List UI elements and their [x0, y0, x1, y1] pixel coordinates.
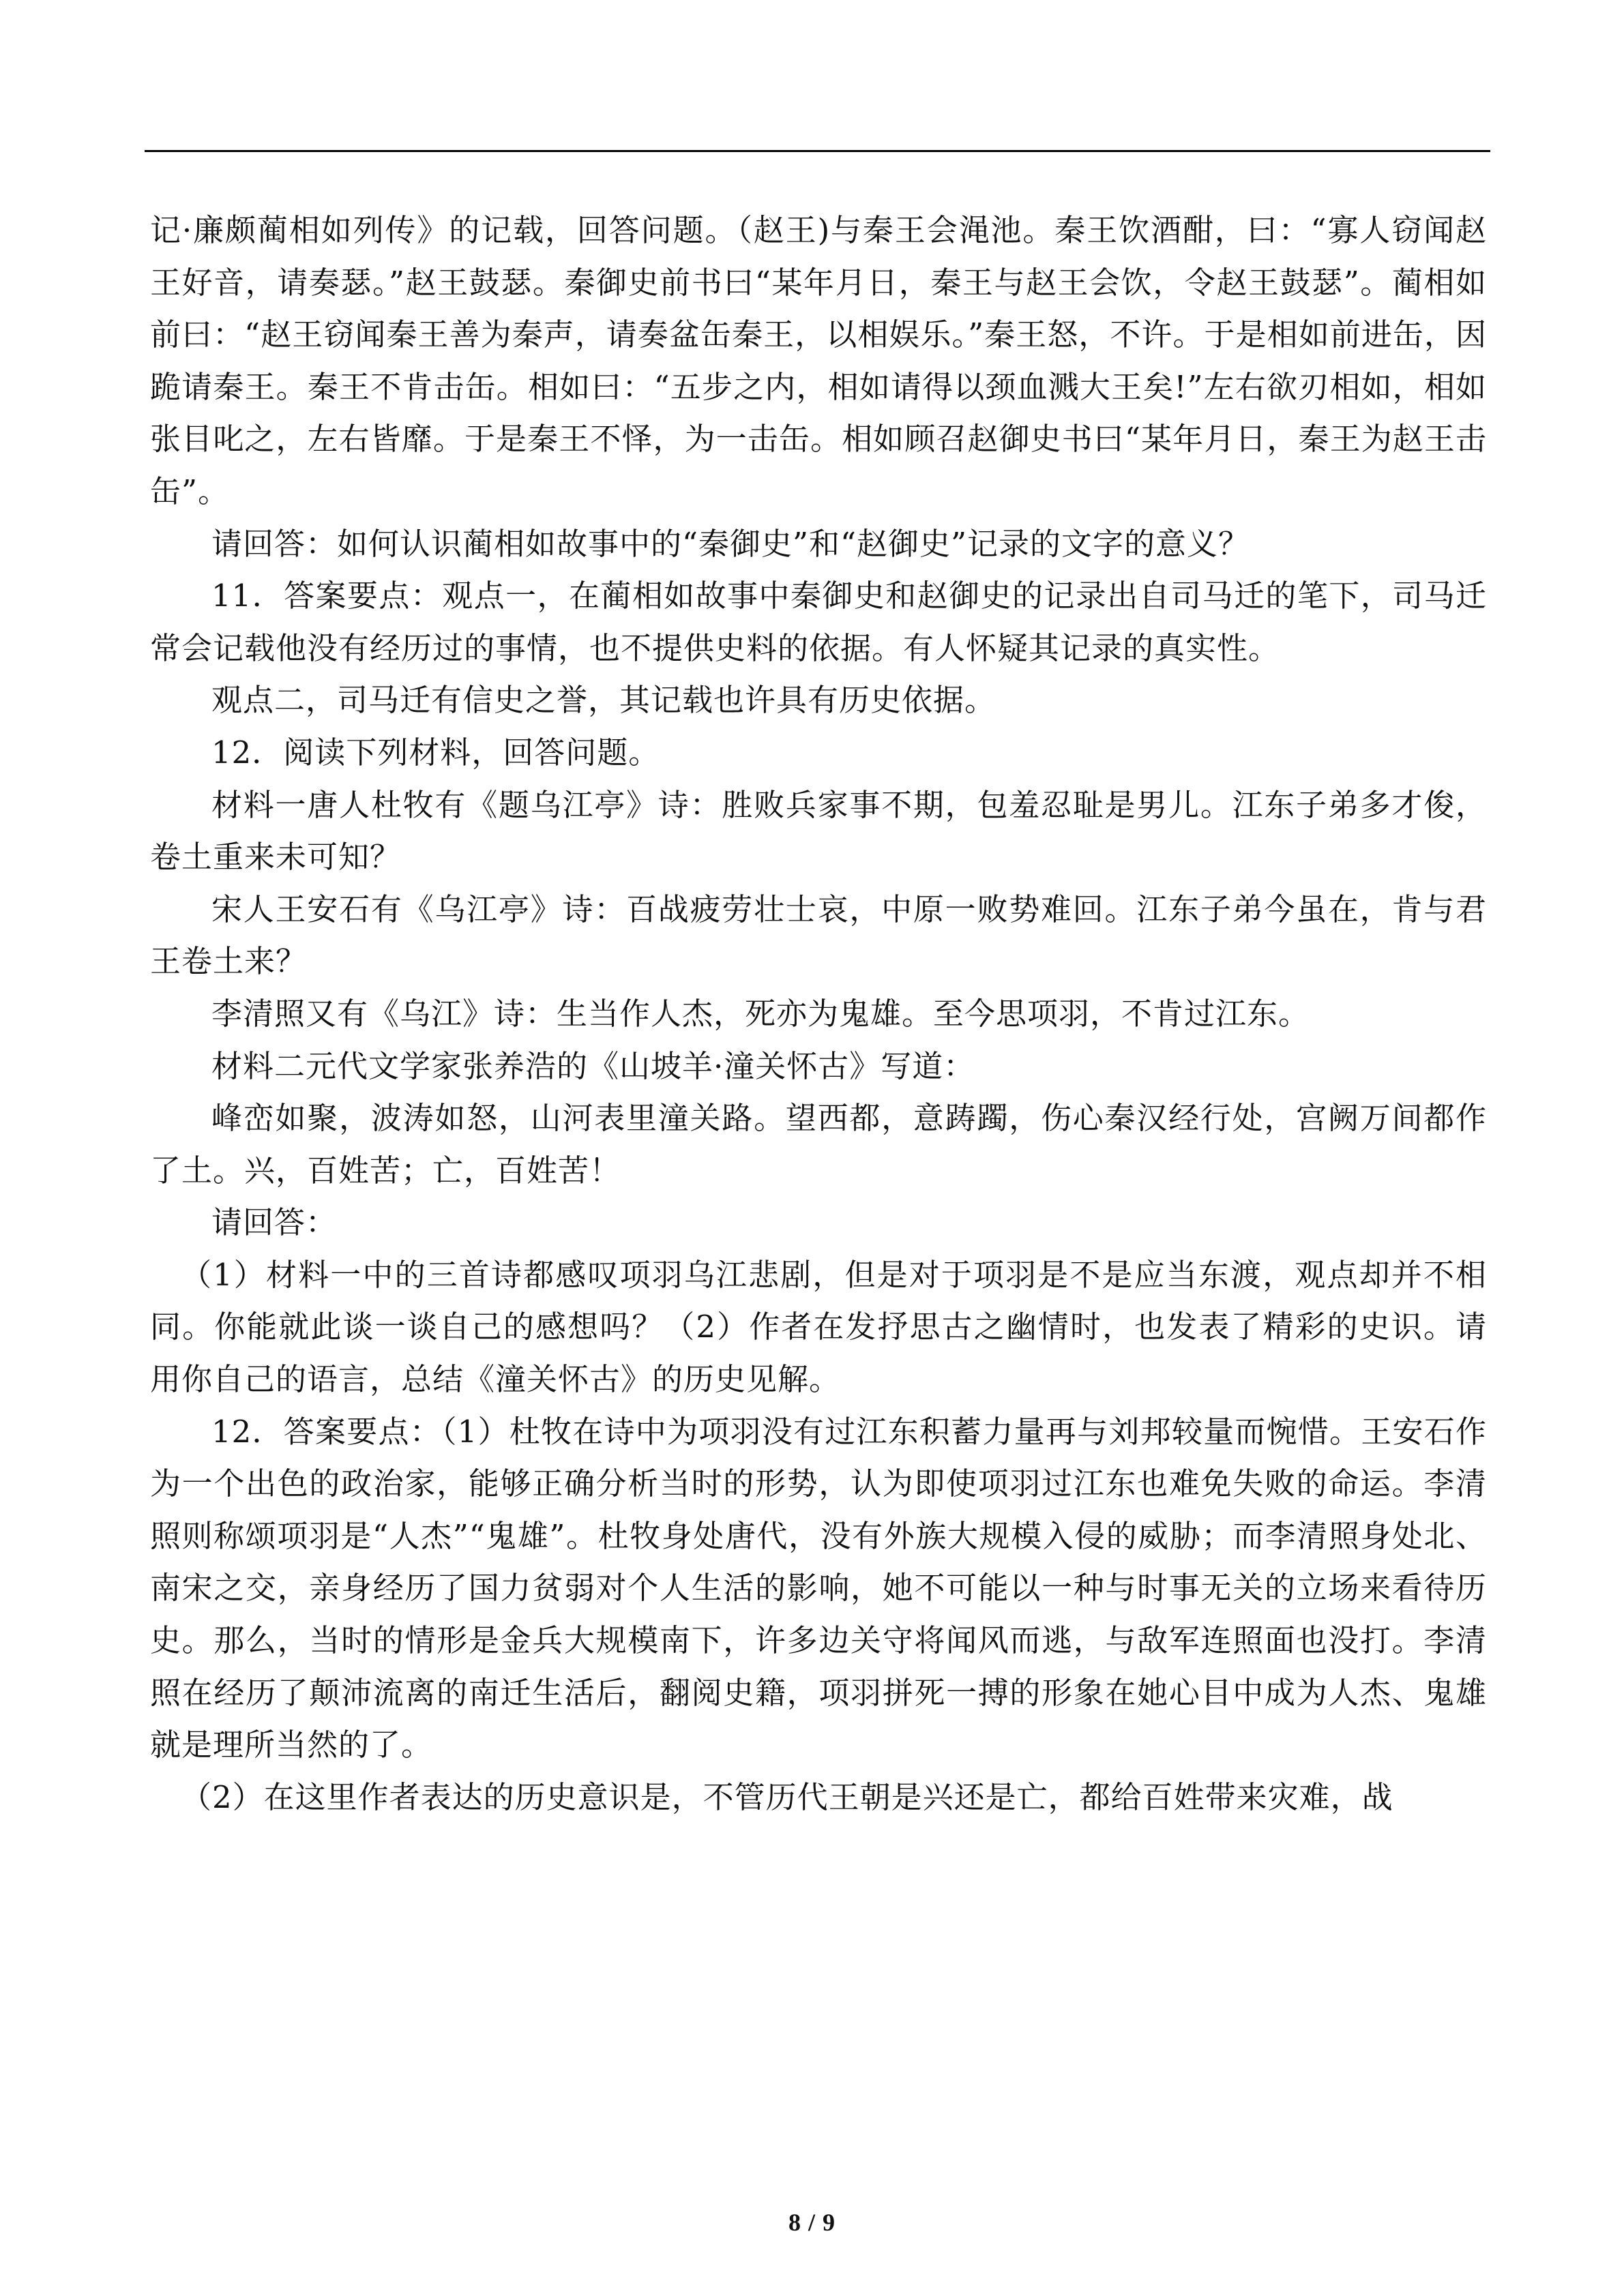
paragraph-question-12: 12．阅读下列材料，回答问题。	[211, 734, 660, 771]
header-rule	[145, 150, 1490, 152]
paragraph-material-2-intro: 材料二元代文学家张养浩的《山坡羊·潼关怀古》写道：	[211, 1047, 975, 1084]
paragraph-sub-questions: （1）材料一中的三首诗都感叹项羽乌江悲剧，但是对于项羽是不是应当东渡，观点却并不相同。你能就此谈一谈自己的感想吗？（2）作者在发抒思古之幽情时，也发表了精彩的史识。请用你自己的语言，总结《潼关怀古》的历史见解。	[150, 1256, 1487, 1398]
paragraph-answer-12-part-2: （2）在这里作者表达的历史意识是，不管历代王朝是兴还是亡，都给百姓带来灾难，战	[181, 1778, 1393, 1815]
paragraph-answer-11: 11．答案要点：观点一，在蔺相如故事中秦御史和赵御史的记录出自司马迁的笔下，司马迁常会记载他没有经历过的事情，也不提供史料的依据。有人怀疑其记录的真实性。	[150, 578, 1487, 666]
paragraph-material-1-liqingzhao: 李清照又有《乌江》诗：生当作人杰，死亦为鬼雄。至今思项羽，不肯过江东。	[211, 995, 1310, 1032]
paragraph-question-11: 请回答：如何认识蔺相如故事中的“秦御史”和“赵御史”记录的文字的意义？	[211, 525, 1250, 562]
paragraph-answer-12-part-1: 12．答案要点：（1）杜牧在诗中为项羽没有过江东积蓄力量再与刘邦较量而惋惜。王安石作为一个出色的政治家，能够正确分析当时的形势，认为即使项羽过江东也难免失败的命运。李清照则称颂项羽是“人杰”“鬼雄”。杜牧身处唐代，没有外族大规模入侵的威胁；而李清照身处北、南宋之交，亲身经历了国力贫弱对个人生活的影响，她不可能以一种与时事无关的立场来看待历史。那么，当时的情形是金兵大规模南下，许多边关守将闻风而逃，与敌军连照面也没打。李清照在经历了颠沛流离的南迁生活后，翻阅史籍，项羽拼死一搏的形象在她心目中成为人杰、鬼雄就是理所当然的了。	[150, 1413, 1487, 1763]
paragraph-please-answer: 请回答：	[211, 1204, 338, 1241]
page-number: 8 / 9	[788, 2209, 836, 2236]
paragraph-material-1-dumu: 材料一唐人杜牧有《题乌江亭》诗：胜败兵家事不期，包羞忍耻是男儿。江东子弟多才俊，卷土重来未可知？	[150, 786, 1487, 876]
paragraph-material-2-poem: 峰峦如聚，波涛如怒，山河表里潼关路。望西都，意踌躅，伤心秦汉经行处，宫阙万间都作了土。兴，百姓苦；亡，百姓苦！	[150, 1100, 1487, 1189]
paragraph-lianpo-story: 记·廉颇蔺相如列传》的记载，回答问题。（赵王)与秦王会渑池。秦王饮酒酣，曰：“寡人窃闻赵王好音，请奏瑟。”赵王鼓瑟。秦御史前书曰“某年月日，秦王与赵王会饮，令赵王鼓瑟”。蔺相如前曰：“赵王窃闻秦王善为秦声，请奏盆缶秦王，以相娱乐。”秦王怒，不许。于是相如前进缶，因跪请秦王。秦王不肯击缶。相如曰：“五步之内，相如请得以颈血溅大王矣!”左右欲刃相如，相如张目叱之，左右皆靡。于是秦王不怿，为一击缶。相如顾召赵御史书曰“某年月日，秦王为赵王击缶”。	[150, 212, 1487, 509]
paragraph-view-2: 观点二，司马迁有信史之誉，其记载也许具有历史依据。	[211, 682, 996, 719]
document-body	[150, 205, 1487, 1823]
paragraph-material-1-wanganshi: 宋人王安石有《乌江亭》诗：百战疲劳壮士哀，中原一败势难回。江东子弟今虽在，肯与君王卷土来？	[150, 891, 1487, 980]
